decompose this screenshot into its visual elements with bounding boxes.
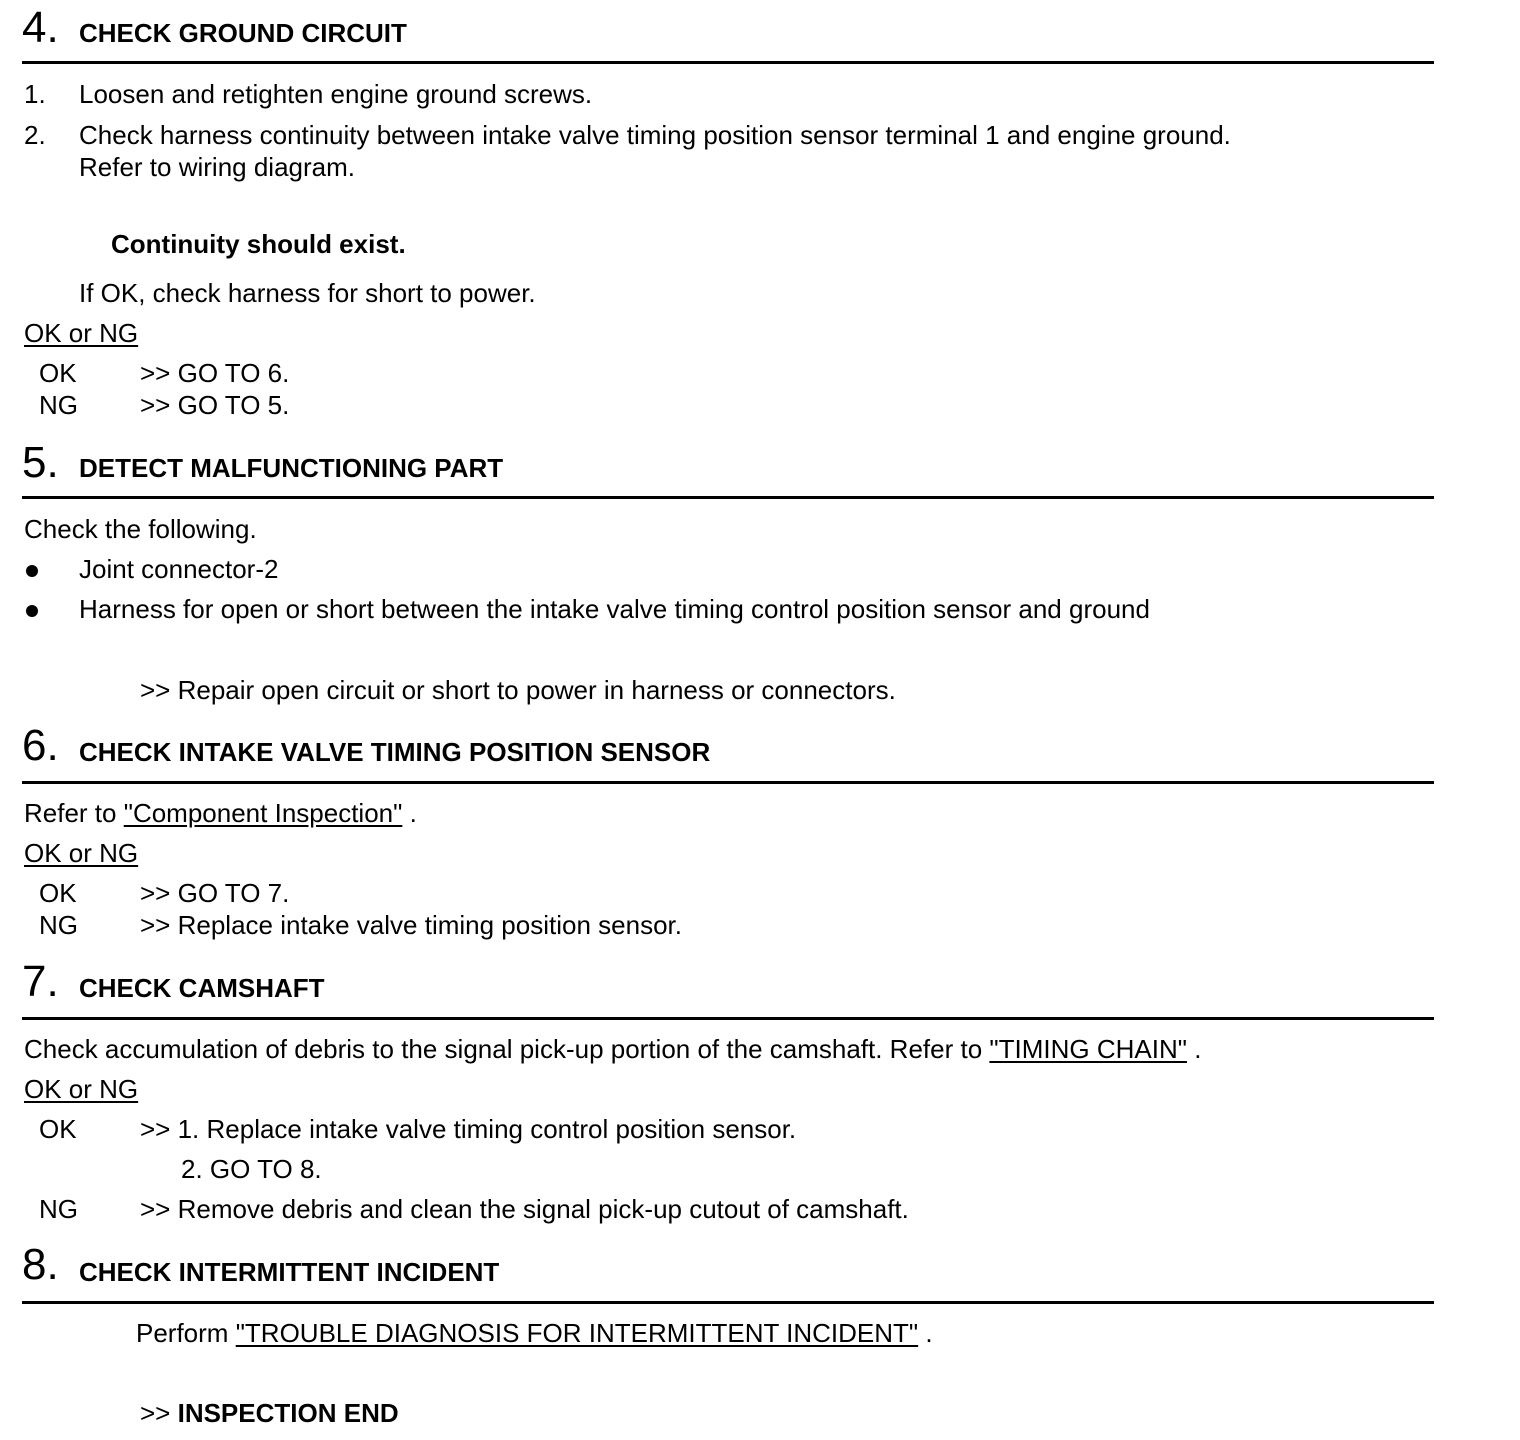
s6-ok-label: OK xyxy=(39,878,77,908)
s8-perform-prefix: Perform xyxy=(136,1318,236,1348)
s5-heading: DETECT MALFUNCTIONING PART xyxy=(79,453,504,483)
s4-ng-action: >> GO TO 5. xyxy=(140,390,290,420)
s4-step2-text: Check harness continuity between intake valve timing position sensor terminal 1 and engine ground. xyxy=(79,120,1231,150)
s4-okng-label: OK or NG xyxy=(24,318,139,348)
s7-divider xyxy=(22,1017,1434,1020)
s4-heading: CHECK GROUND CIRCUIT xyxy=(79,18,407,48)
s5-bullet-2: Harness for open or short between the intake valve timing control position sensor and ground xyxy=(79,594,1150,624)
s4-step2-number: 2. xyxy=(24,120,46,150)
s7-check-line xyxy=(24,1034,1201,1064)
s4-step-number: 4. xyxy=(22,3,59,52)
inspection-end-text: INSPECTION END xyxy=(177,1398,399,1428)
s8-perform-suffix: . xyxy=(918,1318,933,1348)
s6-heading: CHECK INTAKE VALVE TIMING POSITION SENSOR xyxy=(79,737,711,767)
s4-ok-action: >> GO TO 6. xyxy=(140,358,290,388)
s4-step1-text: Loosen and retighten engine ground screws. xyxy=(79,79,593,109)
s6-divider xyxy=(22,781,1434,784)
s6-ok-action: >> GO TO 7. xyxy=(140,878,290,908)
s5-divider xyxy=(22,496,1434,499)
timing-chain-link[interactable]: "TIMING CHAIN" xyxy=(989,1034,1187,1064)
s7-okng-label: OK or NG xyxy=(24,1074,139,1104)
component-inspection-link[interactable]: "Component Inspection" xyxy=(123,798,403,828)
s6-step-number: 6. xyxy=(22,721,59,770)
s7-heading: CHECK CAMSHAFT xyxy=(79,973,325,1003)
s5-step-number: 5. xyxy=(22,438,59,487)
s7-ng-action: >> Remove debris and clean the signal pick-up cutout of camshaft. xyxy=(140,1194,909,1224)
s4-note: If OK, check harness for short to power. xyxy=(79,278,536,308)
s5-action: >> Repair open circuit or short to power in harness or connectors. xyxy=(140,675,896,705)
s6-ng-action: >> Replace intake valve timing position sensor. xyxy=(140,910,682,940)
s8-divider xyxy=(22,1301,1434,1304)
s7-ng-label: NG xyxy=(39,1194,78,1224)
s4-spec: Continuity should exist. xyxy=(111,229,406,259)
s8-end-arrow: >> xyxy=(140,1398,178,1428)
s6-okng-label: OK or NG xyxy=(24,838,139,868)
s8-heading: CHECK INTERMITTENT INCIDENT xyxy=(79,1257,500,1287)
s7-ok-label: OK xyxy=(39,1114,77,1144)
s5-intro: Check the following. xyxy=(24,514,257,544)
s8-perform-line xyxy=(136,1318,933,1348)
s4-step2-ref: Refer to wiring diagram. xyxy=(79,152,355,182)
s4-divider xyxy=(22,61,1434,64)
s7-check-suffix: . xyxy=(1186,1034,1202,1064)
s7-ok-action-2: 2. GO TO 8. xyxy=(181,1154,322,1184)
s7-step-number: 7. xyxy=(22,957,59,1006)
s4-ok-label: OK xyxy=(39,358,77,388)
s6-refer-suffix: . xyxy=(402,798,417,828)
bullet-icon xyxy=(26,605,38,617)
s8-end-line xyxy=(140,1398,399,1428)
bullet-icon xyxy=(26,565,38,577)
s4-ng-label: NG xyxy=(39,390,78,420)
s7-check-text: Check accumulation of debris to the signal pick-up portion of the camshaft. Refer to xyxy=(24,1034,990,1064)
s8-step-number: 8. xyxy=(22,1240,59,1289)
s6-refer-line xyxy=(24,798,417,828)
s5-bullet-1: Joint connector-2 xyxy=(79,554,279,584)
s7-ok-action-1: >> 1. Replace intake valve timing control position sensor. xyxy=(140,1114,797,1144)
s6-ng-label: NG xyxy=(39,910,78,940)
s6-refer-prefix: Refer to xyxy=(24,798,124,828)
s4-step1-number: 1. xyxy=(24,79,46,109)
intermittent-incident-link[interactable]: "TROUBLE DIAGNOSIS FOR INTERMITTENT INCIDENT" xyxy=(235,1318,919,1348)
